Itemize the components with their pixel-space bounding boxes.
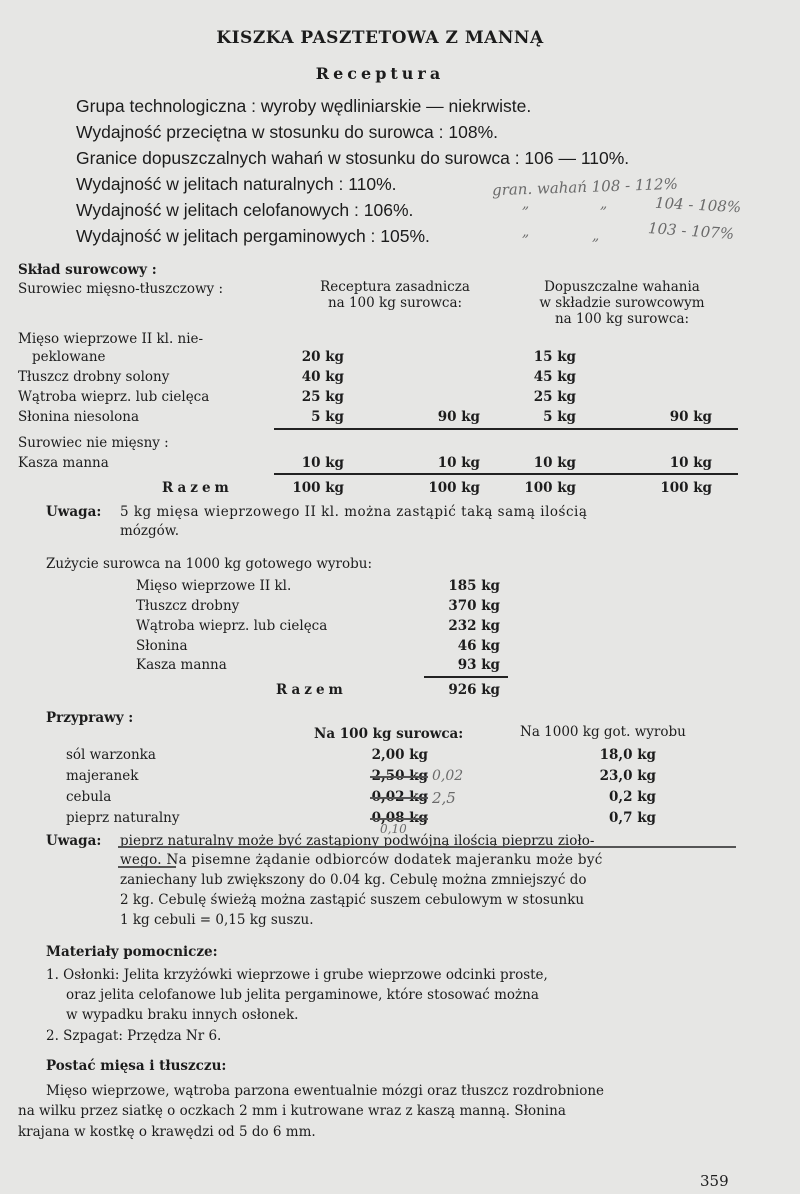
note-text: zaniechany lub zwiększony do 0.04 kg. Cebulę można zmniejszyć do xyxy=(120,872,587,888)
handwritten-note: gran. wahań 108 - 112% xyxy=(491,174,679,200)
cell-value: 5 kg xyxy=(311,409,344,425)
spice-value: 18,0 kg xyxy=(599,747,656,763)
table-rule xyxy=(274,473,738,475)
column-header: Dopuszczalne wahania xyxy=(544,279,700,295)
strikethrough-mark xyxy=(370,789,428,799)
list-item-name: Słonina xyxy=(136,638,188,654)
note-text: 1 kg cebuli = 0,15 kg suszu. xyxy=(120,912,314,928)
handwritten-ditto: „ xyxy=(592,228,600,244)
list-item-name: Kasza manna xyxy=(136,657,227,673)
handwritten-note: 104 - 108% xyxy=(654,193,742,217)
cell-value: 10 kg xyxy=(301,455,344,471)
intro-line: Wydajność przeciętna w stosunku do surowca : 108%. xyxy=(76,122,498,142)
cell-value: 25 kg xyxy=(533,389,576,405)
handwritten-correction: 0,10 xyxy=(380,822,407,836)
column-header: Receptura zasadnicza xyxy=(320,279,470,295)
list-item-value: 370 kg xyxy=(448,598,500,614)
list-item-name: Mięso wieprzowe II kl. xyxy=(136,578,292,594)
intro-line: Wydajność w jelitach naturalnych : 110%. xyxy=(76,174,397,194)
spice-value: 23,0 kg xyxy=(599,768,656,784)
spice-name: majeranek xyxy=(66,768,139,784)
strikethrough-mark xyxy=(370,810,428,820)
intro-line: Grupa technologiczna : wyroby wędliniarskie — niekrwiste. xyxy=(76,96,532,116)
cell-value: 100 kg xyxy=(524,480,576,496)
handwritten-correction: 0,02 xyxy=(432,768,464,784)
note-text: 5 kg mięsa wieprzowego II kl. można zastąpić taką samą ilością xyxy=(120,504,588,520)
intro-line: Wydajność w jelitach pergaminowych : 105%. xyxy=(76,226,430,246)
note-label: Uwaga: xyxy=(46,833,102,849)
intro-line: Granice dopuszczalnych wahań w stosunku do surowca : 106 — 110%. xyxy=(76,148,630,168)
spice-value: 2,50 kg xyxy=(371,768,428,784)
spice-name: sól warzonka xyxy=(66,747,156,763)
paragraph-line: krajana w kostkę o krawędzi od 5 do 6 mm. xyxy=(18,1124,316,1140)
list-item-value: 93 kg xyxy=(457,657,500,673)
cell-value: 10 kg xyxy=(669,455,712,471)
cell-value: 15 kg xyxy=(533,349,576,365)
cell-value: 100 kg xyxy=(428,480,480,496)
row-label: Mięso wieprzowe II kl. nie- xyxy=(18,331,204,347)
section-heading: Materiały pomocnicze: xyxy=(46,944,218,960)
spice-value: 0,08 kg xyxy=(371,810,428,826)
spice-name: pieprz naturalny xyxy=(66,810,180,826)
row-label: Słonina niesolona xyxy=(18,409,140,425)
handwritten-ditto: „ xyxy=(600,196,608,212)
spice-value: 0,2 kg xyxy=(609,789,656,805)
note-text: pieprz naturalny może być zastąpiony podwójną ilością pieprzu zioło- xyxy=(120,833,595,849)
intro-line: Wydajność w jelitach celofanowych : 106%. xyxy=(76,200,414,220)
cell-value: 10 kg xyxy=(533,455,576,471)
column-header: Na 1000 kg got. wyrobu xyxy=(520,724,686,740)
note-text: mózgów. xyxy=(120,523,180,539)
note-text: wego. Na pisemne żądanie odbiorców dodatek majeranku może być xyxy=(120,852,603,868)
total-value: 926 kg xyxy=(448,682,500,698)
handwritten-ditto: „ xyxy=(522,196,530,212)
row-label: peklowane xyxy=(32,349,106,365)
table-label: Surowiec mięsno-tłuszczowy : xyxy=(18,281,224,297)
total-label: Razem xyxy=(162,480,233,496)
note-label: Uwaga: xyxy=(46,504,102,520)
spice-name: cebula xyxy=(66,789,112,805)
cell-value: 10 kg xyxy=(437,455,480,471)
list-item-value: 232 kg xyxy=(448,618,500,634)
handwritten-note: 103 - 107% xyxy=(647,219,735,243)
strikethrough-mark xyxy=(370,768,428,778)
list-item-value: 185 kg xyxy=(448,578,500,594)
list-item: 1. Osłonki: Jelita krzyżówki wieprzowe i grube wieprzowe odcinki proste, xyxy=(46,967,548,983)
spice-value: 2,00 kg xyxy=(371,747,428,763)
handwritten-correction: 2,5 xyxy=(432,789,456,807)
underline-mark xyxy=(118,838,736,848)
cell-value: 100 kg xyxy=(660,480,712,496)
table-label: Surowiec nie mięsny : xyxy=(18,435,169,451)
column-header: Na 100 kg surowca: xyxy=(314,726,464,742)
paragraph-line: na wilku przez siatkę o oczkach 2 mm i kutrowane wraz z kaszą manną. Słonina xyxy=(18,1103,566,1119)
cell-value: 5 kg xyxy=(543,409,576,425)
note-text: 2 kg. Cebulę świeżą można zastąpić suszem cebulowym w stosunku xyxy=(120,892,585,908)
list-item: w wypadku braku innych osłonek. xyxy=(66,1007,299,1023)
cell-value: 45 kg xyxy=(533,369,576,385)
column-header: na 100 kg surowca: xyxy=(327,295,463,311)
paragraph-line: Mięso wieprzowe, wątroba parzona ewentualnie mózgi oraz tłuszcz rozdrobnione xyxy=(46,1083,605,1099)
cell-value: 40 kg xyxy=(301,369,344,385)
cell-value: 90 kg xyxy=(669,409,712,425)
page-subtitle: Receptura xyxy=(315,64,445,83)
table-rule xyxy=(424,676,508,678)
row-label: Tłuszcz drobny solony xyxy=(18,369,170,385)
list-item-value: 46 kg xyxy=(457,638,500,654)
list-item: oraz jelita celofanowe lub jelita pergaminowe, które stosować można xyxy=(66,987,539,1003)
cell-value: 100 kg xyxy=(292,480,344,496)
table-rule xyxy=(274,428,738,430)
list-item: 2. Szpagat: Przędza Nr 6. xyxy=(46,1028,222,1044)
column-header: w składzie surowcowym xyxy=(539,295,705,311)
column-header: na 100 kg surowca: xyxy=(554,311,690,327)
section-heading: Postać mięsa i tłuszczu: xyxy=(46,1058,227,1074)
row-label: Kasza manna xyxy=(18,455,109,471)
list-item-name: Tłuszcz drobny xyxy=(136,598,240,614)
section-heading: Skład surowcowy : xyxy=(18,262,157,278)
spice-value: 0,7 kg xyxy=(609,810,656,826)
cell-value: 20 kg xyxy=(301,349,344,365)
spice-value: 0,02 kg xyxy=(371,789,428,805)
page-title: KISZKA PASZTETOWA Z MANNĄ xyxy=(216,28,544,48)
cell-value: 90 kg xyxy=(437,409,480,425)
handwritten-ditto: „ xyxy=(522,224,530,240)
row-label: Wątroba wieprz. lub cielęca xyxy=(18,389,210,405)
cell-value: 25 kg xyxy=(301,389,344,405)
total-label: Razem xyxy=(276,682,347,698)
underline-mark xyxy=(118,858,176,868)
page-number: 359 xyxy=(700,1172,729,1190)
list-item-name: Wątroba wieprz. lub cielęca xyxy=(136,618,328,634)
section-heading: Przyprawy : xyxy=(46,710,134,726)
section-heading: Zużycie surowca na 1000 kg gotowego wyrobu: xyxy=(46,556,373,572)
